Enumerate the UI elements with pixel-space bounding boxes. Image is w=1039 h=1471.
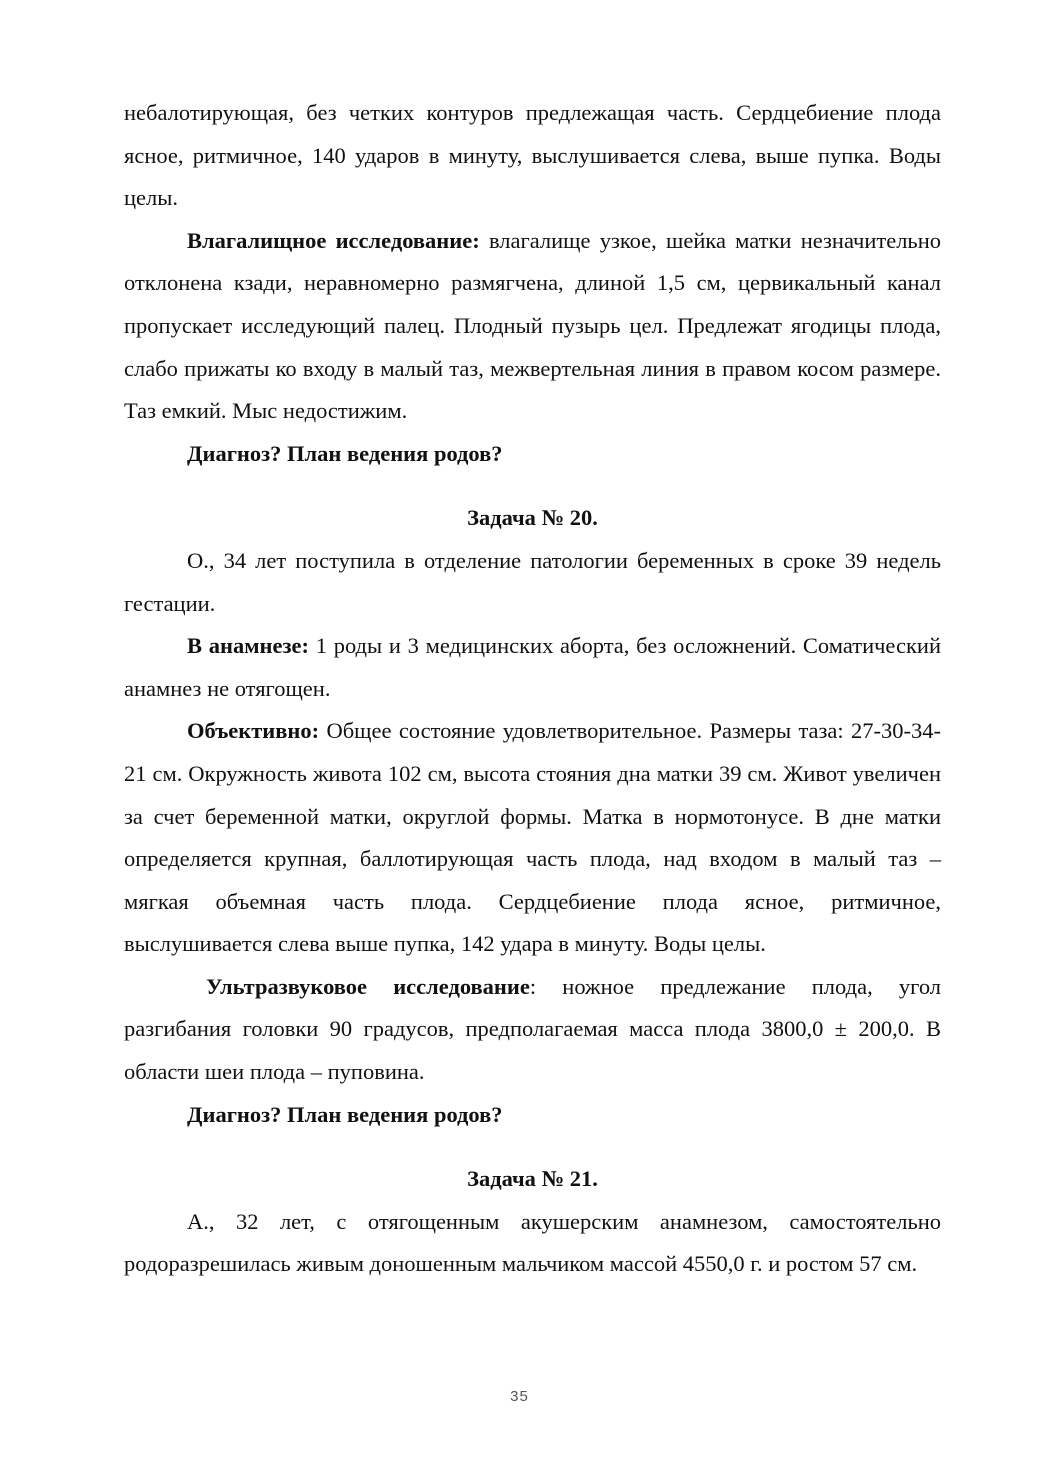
text-anamnesis: 1 роды и 3 медицинских аборта, без осложнений. Соматический анамнез не отягощен.: [124, 633, 941, 701]
text-objective: Общее состояние удовлетворительное. Размеры таза: 27-30-34-21 см. Окружность живота 102 см, высота стояния дна матки 39 см. Живот увеличен за счет беременной матки, округлой формы. Матка в нормотонусе. В дне матки определяется крупная, баллотирующая часть плода, над входом в малый таз – мягкая объемная часть плода. Сердцебиение плода ясное, ритмичное, выслушивается слева выше пупка, 142 удара в минуту. Воды целы.: [124, 718, 941, 957]
document-page: [124, 92, 941, 1286]
task-21-title: Задача № 21.: [467, 1166, 598, 1192]
text-ultrasound: : ножное предлежание плода, угол разгибания головки 90 градусов, предполагаемая масса плода 3800,0 ± 200,0. В области шеи плода – пуповина.: [124, 973, 941, 1085]
spacer: [124, 475, 941, 497]
question-diagnosis-20: Диагноз? План ведения родов?: [187, 1101, 503, 1127]
spacer: [124, 1136, 941, 1158]
paragraph-fetal-heartbeat: небалотирующая, без четких контуров предлежащая часть. Сердцебиение плода ясное, ритмичное, 140 ударов в минуту, выслушивается слева, выше пупка. Воды целы.: [124, 100, 941, 211]
paragraph-task-21-intro: А., 32 лет, с отягощенным акушерским анамнезом, самостоятельно родоразрешилась живым доношенным мальчиком массой 4550,0 г. и ростом 57 см.: [124, 1208, 941, 1277]
paragraph-vaginal-exam: [124, 220, 941, 433]
label-ultrasound: Ультразвуковое исследование: [206, 973, 530, 999]
label-anamnesis: В анамнезе:: [187, 633, 309, 659]
page-number: 35: [510, 1388, 529, 1405]
label-objective: Объективно:: [187, 718, 320, 744]
text-vaginal-exam: влагалище узкое, шейка матки незначительно отклонена кзади, неравномерно размягчена, длиной 1,5 см, цервикальный канал пропускает исследующий палец. Плодный пузырь цел. Предлежат ягодицы плода, слабо прижаты ко входу в малый таз, межвертельная линия в правом косом размере. Таз емкий. Мыс недостижим.: [124, 227, 941, 424]
paragraph-anamnesis: [124, 625, 941, 710]
paragraph-ultrasound: [124, 966, 941, 1094]
task-20-title: Задача № 20.: [467, 505, 598, 531]
paragraph-task-20-intro: О., 34 лет поступила в отделение патологии беременных в сроке 39 недель гестации.: [124, 547, 941, 616]
question-diagnosis-19: Диагноз? План ведения родов?: [187, 440, 503, 466]
paragraph-objective: [124, 710, 941, 966]
label-vaginal-exam: Влагалищное исследование:: [187, 227, 480, 253]
